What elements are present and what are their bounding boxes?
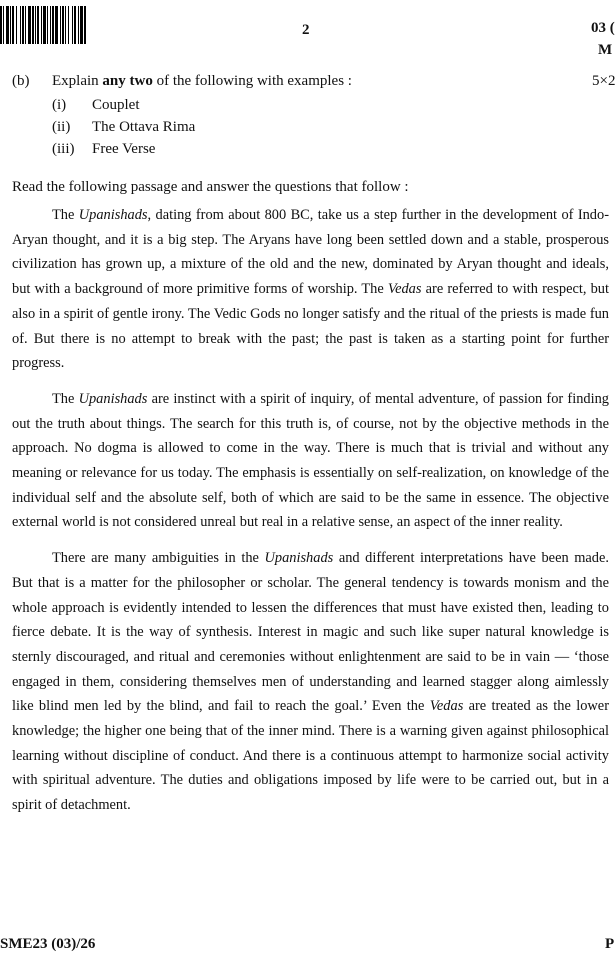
- passage-paragraph-1: The Upanishads, dating from about 800 BC, take us a step further in the development of Indo-Aryan thought, and it is a big step. The Aryans have long been settled down and a stable, prosperous civilization has grown up, a mixture of the old and the new, dominated by Aryan thought and ideals, but with a background of more primitive forms of worship. The Vedas are referred to with respect, but also in a spirit of gentle irony. The Vedic Gods no longer satisfy and the ritual of the priests is made fun of. But there is no attempt to break with the past; the past is taken as a starting point for further progress.: [12, 207, 609, 372]
- passage-instruction: Read the following passage and answer the questions that follow :: [12, 179, 409, 195]
- option-text: Couplet: [92, 97, 140, 113]
- option-number: (iii): [52, 141, 75, 157]
- barcode: [0, 6, 132, 44]
- page-number: 2: [302, 22, 310, 38]
- paper-code-top-2: M: [598, 42, 613, 58]
- option-number: (i): [52, 97, 67, 113]
- passage: [12, 203, 609, 829]
- question-b-marks: 5×2: [592, 73, 616, 89]
- passage-paragraph-3: There are many ambiguities in the Upanishads and different interpretations have been made. But that is a matter for the philosopher or scholar. The general tendency is towards monism and the whole approach is evidently intended to lessen the differences that must have existed then, leading to fierce debate. It is the way of synthesis. Interest in magic and such like super natural knowledge is sternly discouraged, and ritual and ceremonies without enlightenment are said to be in vain — ‘those engaged in them, considering themselves men of understanding and learned stagger along aimlessly like blind men led by the blind, and fail to reach the goal.’ Even the Vedas are treated as the lower knowledge; the higher one being that of the inner mind. There is a warning given against philosophical learning without discipline of conduct. And there is a continuous attempt to harmonize social activity with spiritual adventure. The duties and obligations imposed by life were to be carried out, but in a spirit of detachment.: [12, 550, 609, 814]
- footer-paper-code: SME23 (03)/26: [0, 936, 96, 952]
- footer-right-text: P: [605, 936, 615, 952]
- option-text: Free Verse: [92, 141, 156, 157]
- passage-paragraph-2: The Upanishads are instinct with a spirit of inquiry, of mental adventure, of passion for finding out the truth about things. The search for this truth is, of course, not by the objective methods in the approach. No dogma is allowed to come in the way. There is much that is trivial and without any meaning or relevance for us today. The emphasis is essentially on self-realization, on knowledge of the individual self and the absolute self, both of which are said to be the same in essence. The objective external world is not considered unreal but real in a relative sense, an aspect of the inner reality.: [12, 390, 609, 531]
- paper-code-top: 03 (: [591, 20, 615, 36]
- question-b-text: Explain any two of the following with examples :: [52, 73, 352, 89]
- option-number: (ii): [52, 119, 71, 135]
- option-text: The Ottava Rima: [92, 119, 196, 135]
- question-b-label: (b): [12, 73, 30, 89]
